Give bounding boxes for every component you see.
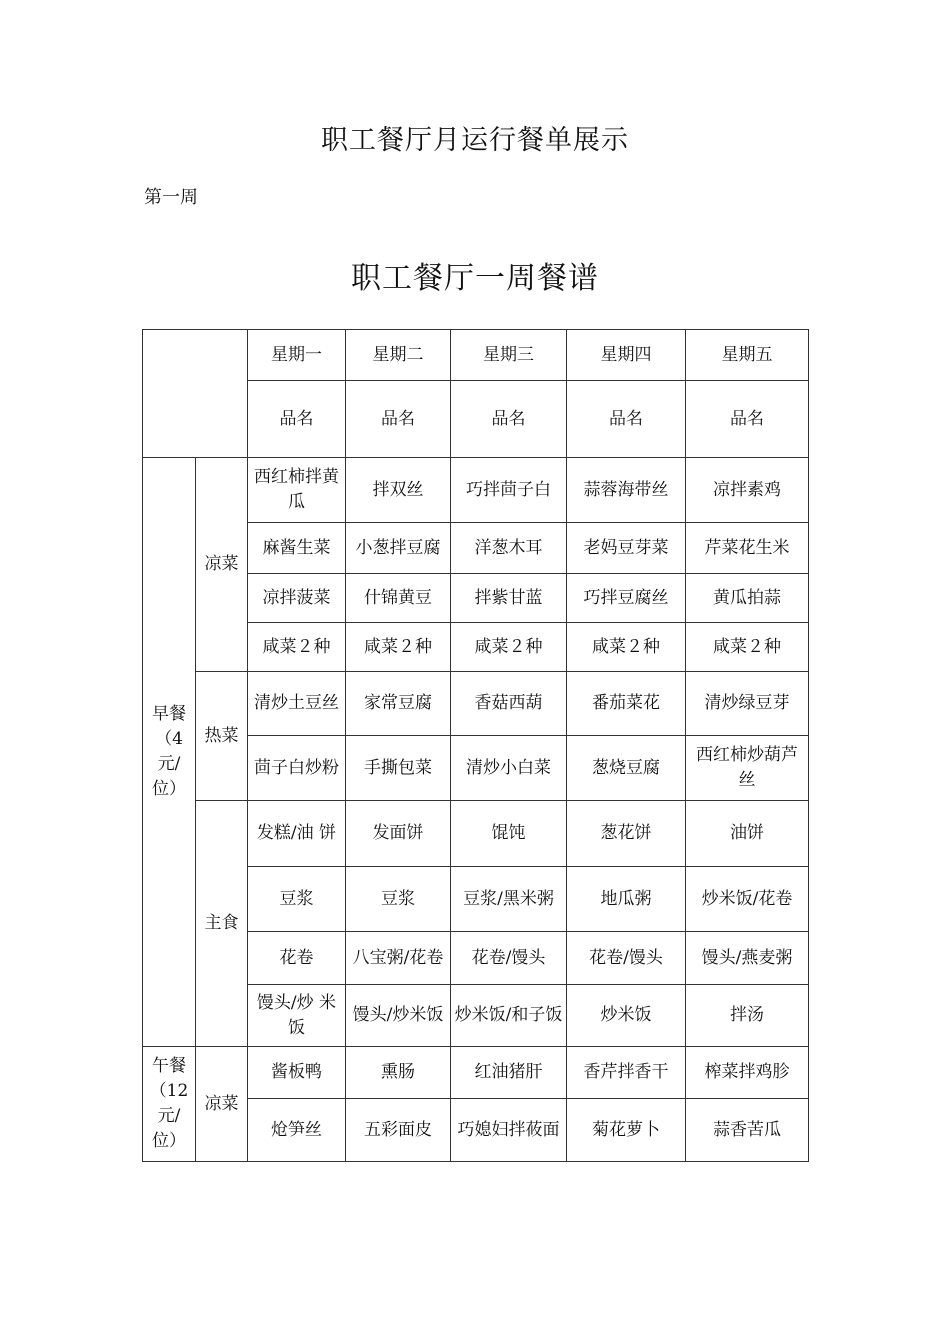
breakfast-hot-label: 热菜 [196,672,248,801]
dish-cell: 菊花萝卜 [567,1099,686,1162]
dish-cell: 榨菜拌鸡胗 [686,1047,809,1099]
dish-cell: 茴子白炒粉 [248,736,346,801]
dish-cell: 葱花饼 [567,801,686,867]
dish-cell: 馒头/炒米饭 [346,985,451,1047]
dish-cell: 炒米饭/花卷 [686,867,809,932]
dish-cell: 豆浆 [346,867,451,932]
corner-cell [143,330,248,458]
dish-cell: 什锦黄豆 [346,574,451,623]
dish-cell: 拌汤 [686,985,809,1047]
day-header: 星期三 [451,330,567,381]
dish-cell: 巧拌茴子白 [451,458,567,523]
dish-cell: 豆浆/黑米粥 [451,867,567,932]
dish-cell: 发面饼 [346,801,451,867]
dish-cell: 洋葱木耳 [451,523,567,574]
table-row [143,458,809,523]
dish-cell: 清炒土豆丝 [248,672,346,736]
day-header-row [143,330,809,381]
day-header: 星期一 [248,330,346,381]
dish-cell: 拌双丝 [346,458,451,523]
dish-cell: 油饼 [686,801,809,867]
dish-cell: 拌紫甘蓝 [451,574,567,623]
dish-cell: 豆浆 [248,867,346,932]
dish-cell: 炝笋丝 [248,1099,346,1162]
day-header: 星期五 [686,330,809,381]
dish-cell: 芹菜花生米 [686,523,809,574]
breakfast-cold-label: 凉菜 [196,458,248,672]
item-header: 品名 [248,381,346,458]
table-row [143,672,809,736]
day-header: 星期四 [567,330,686,381]
weekly-menu-table [142,329,809,1162]
dish-cell: 凉拌菠菜 [248,574,346,623]
dish-cell: 手撕包菜 [346,736,451,801]
lunch-label: 午餐（12元/位） [143,1047,196,1162]
dish-cell: 馄饨 [451,801,567,867]
dish-cell: 黄瓜拍蒜 [686,574,809,623]
dish-cell: 发糕/油 饼 [248,801,346,867]
dish-cell: 凉拌素鸡 [686,458,809,523]
breakfast-staple-label: 主食 [196,801,248,1047]
dish-cell: 酱板鸭 [248,1047,346,1099]
dish-cell: 咸菜２种 [346,623,451,672]
dish-cell: 花卷/馒头 [451,932,567,985]
dish-cell: 馒头/炒 米饭 [248,985,346,1047]
dish-cell: 炒米饭/和子饭 [451,985,567,1047]
dish-cell: 西红柿拌黄瓜 [248,458,346,523]
item-header: 品名 [567,381,686,458]
dish-cell: 花卷 [248,932,346,985]
dish-cell: 蒜蓉海带丝 [567,458,686,523]
dish-cell: 五彩面皮 [346,1099,451,1162]
dish-cell: 熏肠 [346,1047,451,1099]
table-row [143,801,809,867]
dish-cell: 八宝粥/花卷 [346,932,451,985]
table-row [143,1047,809,1099]
dish-cell: 蒜香苦瓜 [686,1099,809,1162]
dish-cell: 清炒小白菜 [451,736,567,801]
dish-cell: 红油猪肝 [451,1047,567,1099]
dish-cell: 花卷/馒头 [567,932,686,985]
dish-cell: 香芹拌香干 [567,1047,686,1099]
dish-cell: 咸菜２种 [686,623,809,672]
dish-cell: 家常豆腐 [346,672,451,736]
breakfast-label: 早餐（4元/位） [143,458,196,1047]
menu-title: 职工餐厅一周餐谱 [351,261,599,296]
dish-cell: 地瓜粥 [567,867,686,932]
dish-cell: 葱烧豆腐 [567,736,686,801]
dish-cell: 炒米饭 [567,985,686,1047]
dish-cell: 小葱拌豆腐 [346,523,451,574]
dish-cell: 清炒绿豆芽 [686,672,809,736]
dish-cell: 西红柿炒葫芦丝 [686,736,809,801]
week-label: 第一周 [144,187,198,208]
item-header: 品名 [686,381,809,458]
item-header: 品名 [346,381,451,458]
item-header: 品名 [451,381,567,458]
dish-cell: 馒头/燕麦粥 [686,932,809,985]
day-header: 星期二 [346,330,451,381]
dish-cell: 巧媳妇拌莜面 [451,1099,567,1162]
dish-cell: 番茄菜花 [567,672,686,736]
document-title: 职工餐厅月运行餐单展示 [321,125,629,156]
dish-cell: 巧拌豆腐丝 [567,574,686,623]
dish-cell: 老妈豆芽菜 [567,523,686,574]
dish-cell: 咸菜２种 [451,623,567,672]
dish-cell: 咸菜２种 [567,623,686,672]
lunch-cold-label: 凉菜 [196,1047,248,1162]
dish-cell: 麻酱生菜 [248,523,346,574]
dish-cell: 香菇西葫 [451,672,567,736]
dish-cell: 咸菜２种 [248,623,346,672]
